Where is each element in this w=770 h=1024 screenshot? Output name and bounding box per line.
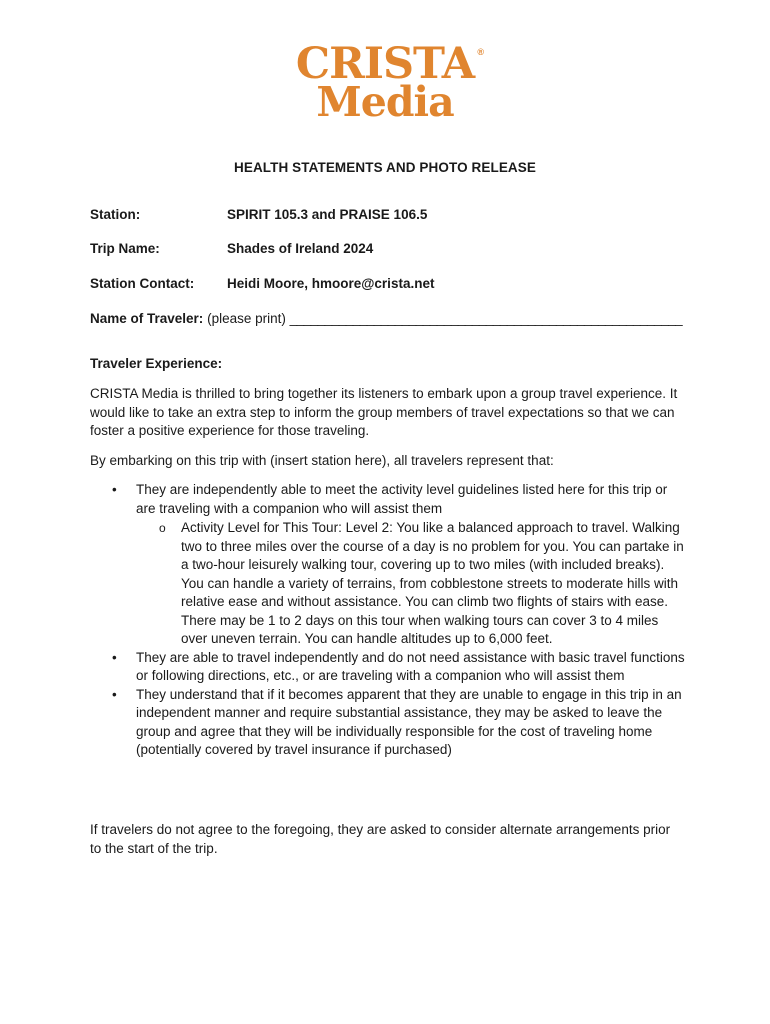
traveler-name-blank-line[interactable]: ________________________________________________________: [289, 311, 683, 326]
document-title: HEALTH STATEMENTS AND PHOTO RELEASE: [233, 160, 536, 175]
embark-paragraph: By embarking on this trip with (insert station here), all travelers represent that:: [90, 453, 554, 468]
sub-bullet-icon: o: [159, 521, 166, 535]
list-item-text: They are independently able to meet the activity level guidelines listed here for this trip or are traveling with a companion who will assist them: [136, 482, 668, 516]
bullet-icon: •: [112, 649, 117, 665]
bullet-icon: •: [112, 686, 117, 702]
list-item: [90, 686, 685, 760]
logo-line-crista: CRISTA ®: [295, 39, 484, 89]
field-trip-name: [90, 241, 710, 256]
list-item-text: They are able to travel independently and do not need assistance with basic travel functions or following directions, etc., or are traveling with a companion who will assist them: [136, 649, 685, 683]
field-label: Trip Name:: [90, 241, 160, 256]
closing-paragraph: If travelers do not agree to the foregoing, they are asked to consider alternate arrangements prior to the start of the trip.: [90, 822, 671, 856]
bullet-icon: •: [112, 482, 117, 497]
traveler-name-field: [90, 311, 710, 326]
field-label: Station Contact:: [90, 276, 195, 291]
field-station: [90, 207, 710, 222]
sub-list-item-text: Activity Level for This Tour: Level 2: You like a balanced approach to travel. Walking two to three miles over the course of a day is no problem for you. You can partake in a two-hour leisurely walking tour, covering up to two miles (with included breaks). You can handle a variety of terrains, from cobblestone streets to moderate hills with relative ease and without assistance. You can climb two flights of stairs with ease. There may be 1 to 2 days on this tour when walking tours can cover 3 to 4 miles over uneven terrain. You can handle altitudes up to 6,000 feet.: [181, 520, 684, 646]
activity-level-sublist: [136, 519, 685, 649]
registered-mark: ®: [477, 47, 484, 57]
intro-paragraph: CRISTA Media is thrilled to bring together its listeners to embark upon a group travel experience. It would like to take an extra step to inform the group members of travel expectations so that we can foster a positive experience for those traveling.: [90, 386, 678, 438]
crista-media-logo: [0, 39, 770, 126]
field-value: Heidi Moore, hmoore@crista.net: [227, 276, 435, 291]
field-value: SPIRIT 105.3 and PRAISE 106.5: [227, 207, 428, 222]
sub-list-item: [136, 519, 685, 649]
traveler-name-hint: (please print): [207, 311, 286, 326]
list-item: [90, 481, 685, 649]
list-item-text: They understand that if it becomes apparent that they are unable to engage in this trip in an independent manner and require substantial assistance, they may be asked to leave the group and agree that they will be individually responsible for the cost of traveling home (potentially covered by travel insurance if purchased): [136, 686, 682, 757]
traveler-representations-list: [90, 481, 685, 760]
field-station-contact: [90, 276, 710, 291]
traveler-name-label: Name of Traveler:: [90, 311, 204, 326]
list-item: [90, 649, 685, 686]
section-heading-traveler-experience: Traveler Experience:: [90, 356, 223, 371]
logo-line-media: Media: [316, 77, 454, 126]
field-value: Shades of Ireland 2024: [227, 241, 374, 256]
field-label: Station:: [90, 207, 141, 222]
